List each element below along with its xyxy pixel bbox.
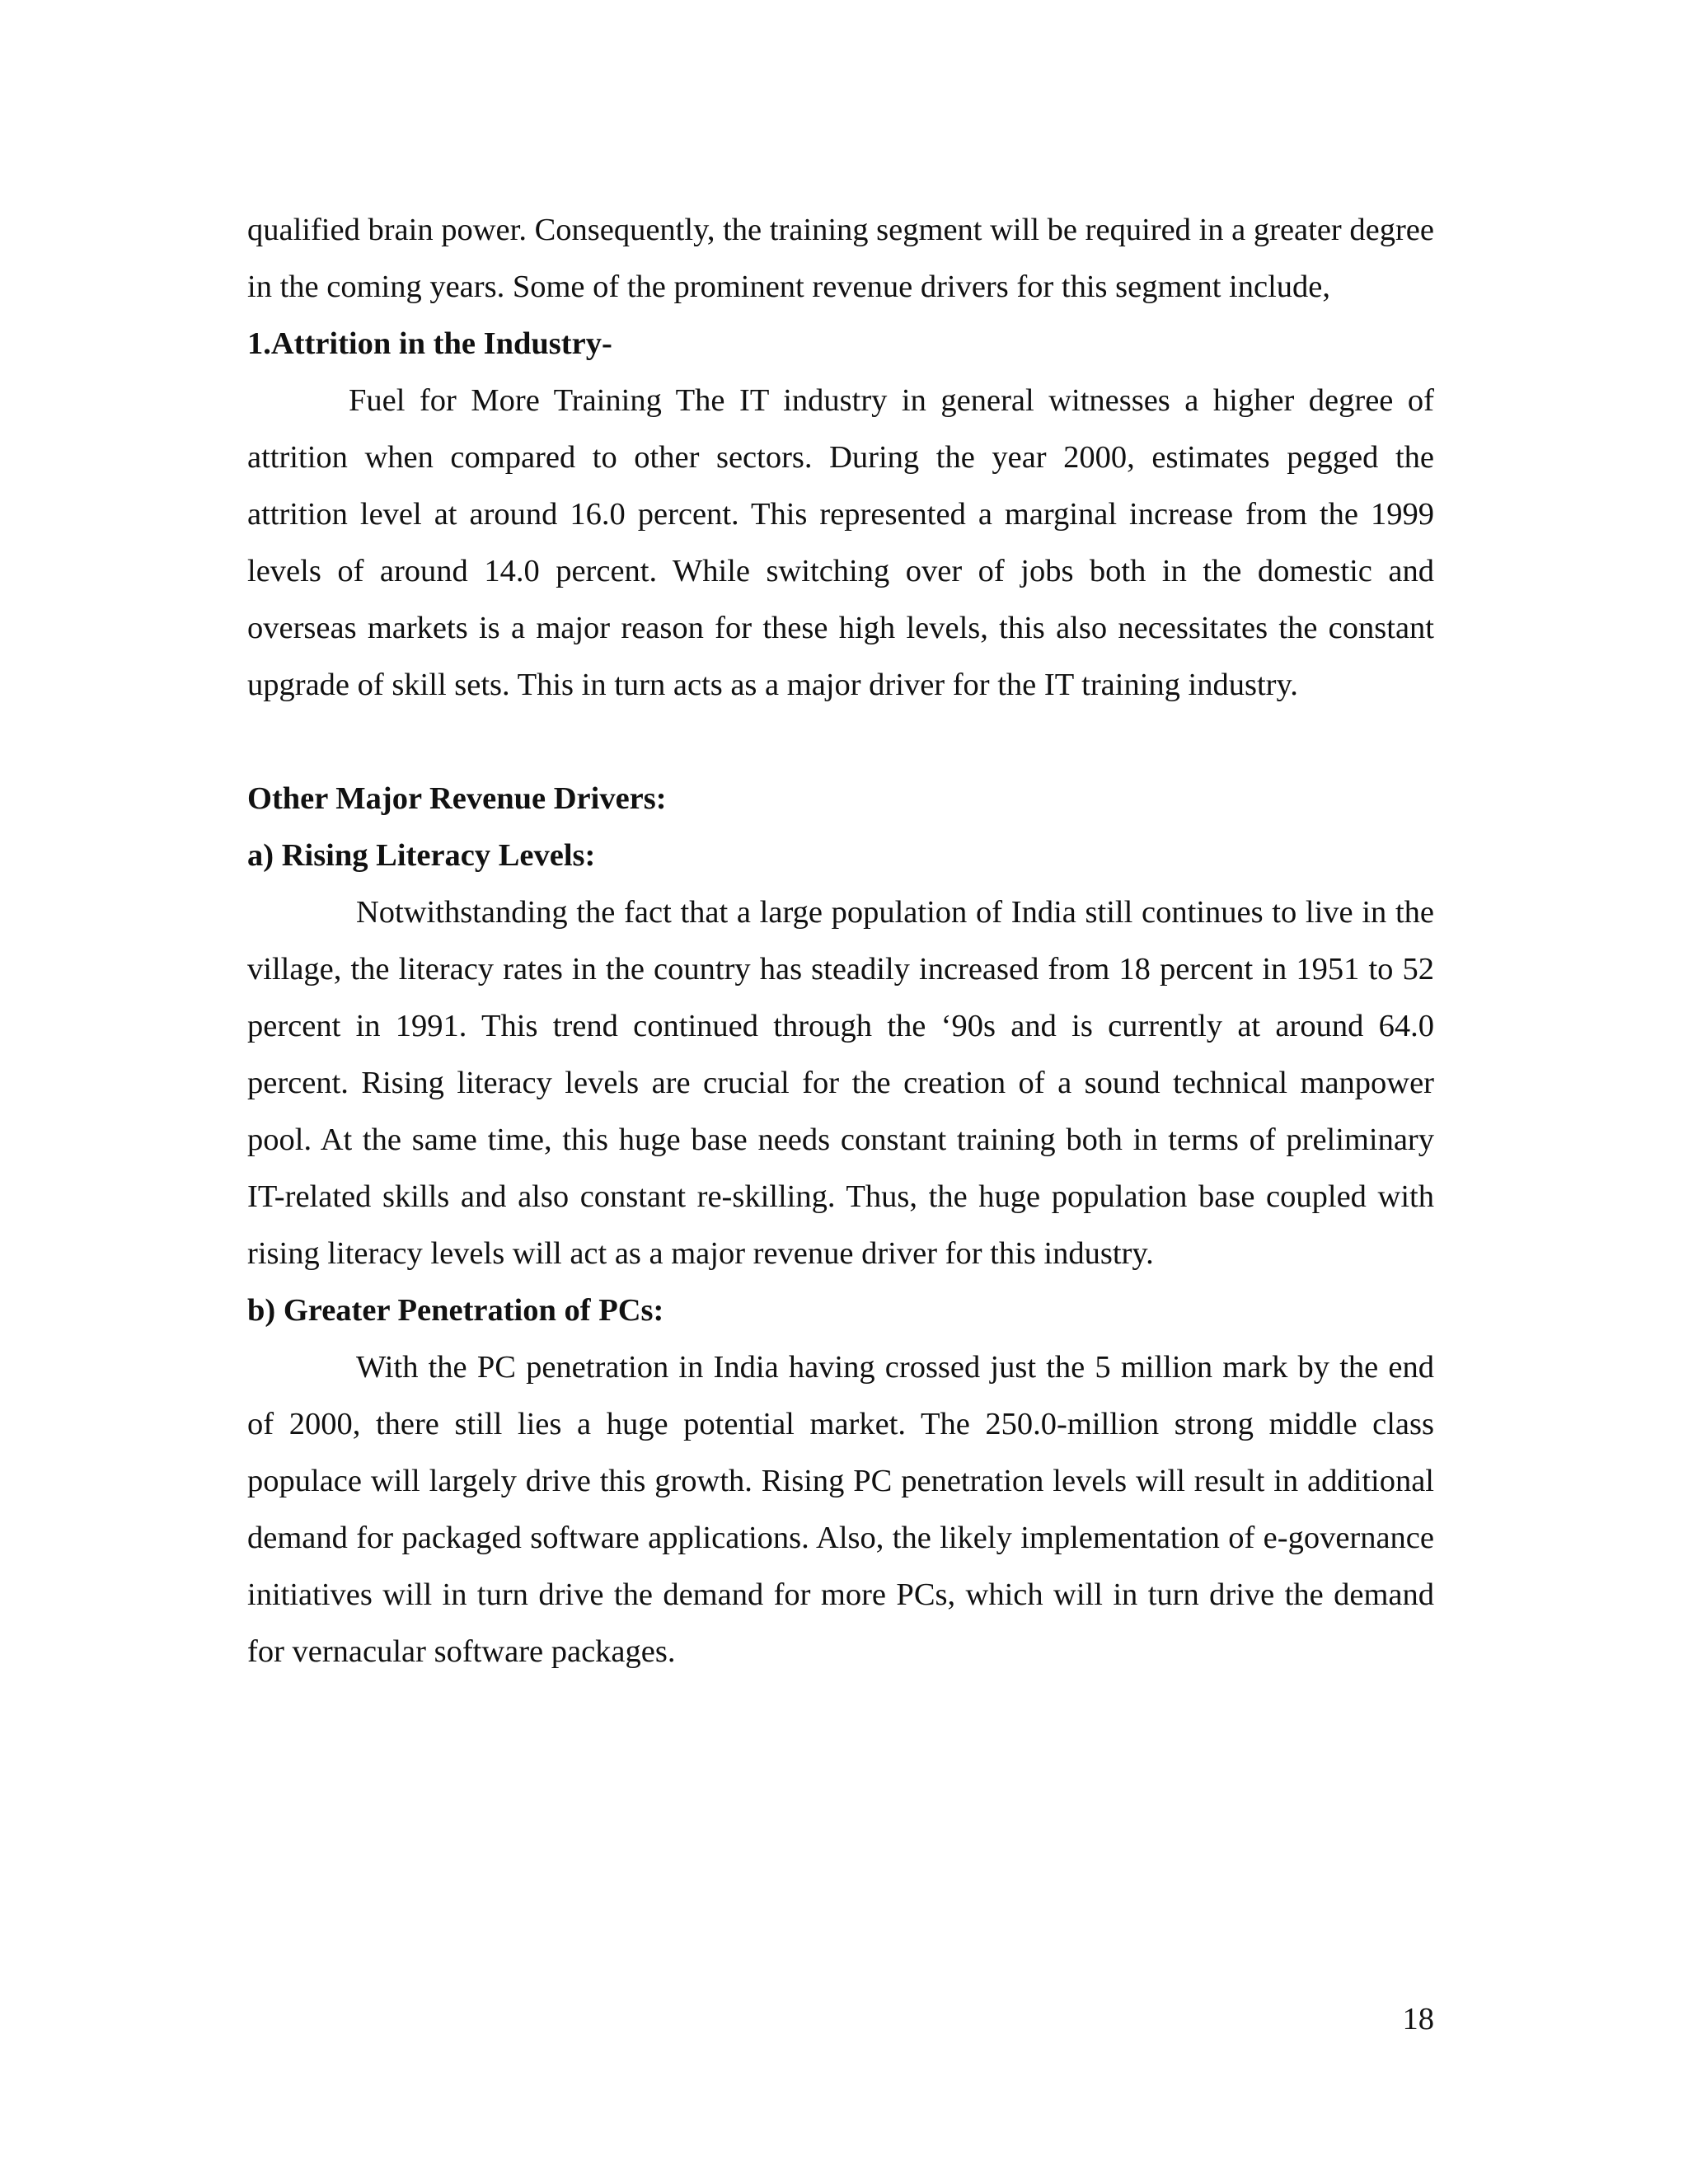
document-page bbox=[247, 202, 1434, 1680]
attrition-paragraph: Fuel for More Training The IT industry in general witnesses a higher degree of attrition when compared to other sectors. During the year 2000, estimates pegged the attrition level at around 16.0 percent. This represented a marginal increase from the 1999 levels of around 14.0 percent. While switching over of jobs both in the domestic and overseas markets is a major reason for these high levels, this also necessitates the constant upgrade of skill sets. This in turn acts as a major driver for the IT training industry. bbox=[247, 383, 1434, 702]
section-heading-attrition: 1.Attrition in the Industry- bbox=[247, 326, 612, 361]
section-heading-other-drivers: Other Major Revenue Drivers: bbox=[247, 781, 667, 816]
page-number: 18 bbox=[1402, 2002, 1434, 2036]
literacy-paragraph: Notwithstanding the fact that a large population of India still continues to live in the village, the literacy rates in the country has steadily increased from 18 percent in 1951 to 52 percent in 1991. This trend continued through the ‘90s and is currently at around 64.0 percent. Rising literacy levels are crucial for the creation of a sound technical manpower pool. At the same time, this huge base needs constant training both in terms of preliminary IT-related skills and also constant re-skilling. Thus, the huge population base coupled with rising literacy levels will act as a major revenue driver for this industry. bbox=[247, 895, 1434, 1271]
subheading-rising-literacy: a) Rising Literacy Levels: bbox=[247, 838, 596, 873]
pc-penetration-paragraph: With the PC penetration in India having crossed just the 5 million mark by the end of 2000, there still lies a huge potential market. The 250.0-million strong middle class populace will largely drive this growth. Rising PC penetration levels will result in additional demand for packaged software applications. Also, the likely implementation of e-governance initiatives will in turn drive the demand for more PCs, which will in turn drive the demand for vernacular software packages. bbox=[247, 1350, 1434, 1669]
intro-paragraph: qualified brain power. Consequently, the training segment will be required in a greater degree in the coming years. Some of the prominent revenue drivers for this segment include, bbox=[247, 213, 1434, 304]
paragraph-gap bbox=[247, 714, 1434, 771]
subheading-pc-penetration: b) Greater Penetration of PCs: bbox=[247, 1293, 664, 1328]
